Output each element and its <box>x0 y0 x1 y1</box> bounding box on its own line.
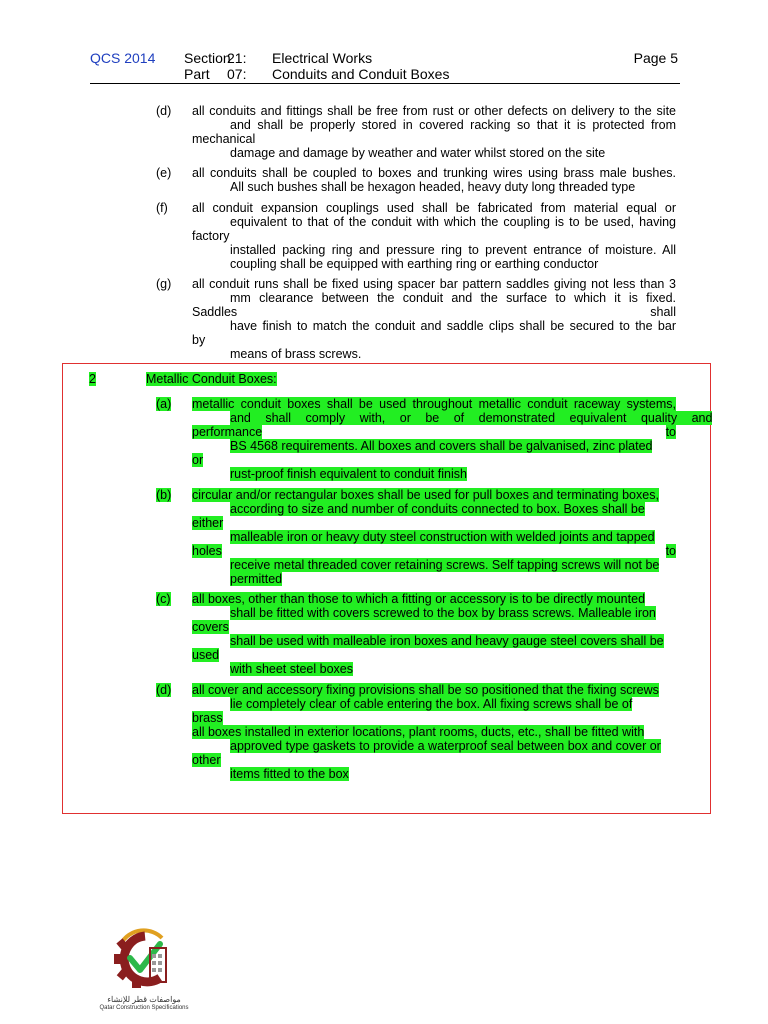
clause-line: permitted <box>230 572 283 586</box>
clause-line: all conduit expansion couplings used shall be fabricated from material equal or <box>192 201 676 215</box>
clause-line: either <box>192 516 224 530</box>
clause-line: performance <box>192 425 263 439</box>
section-title: Electrical Works <box>272 50 373 66</box>
page-number: Page 5 <box>633 50 678 66</box>
clause-line: mechanical <box>192 132 256 146</box>
header-rule <box>90 83 680 84</box>
clause-line: other <box>192 753 221 767</box>
clause-line: mm clearance between the conduit and the surface to which it is fixed. <box>230 291 676 305</box>
clause-line: receive metal threaded cover retaining screws. Self tapping screws will not be <box>230 558 660 572</box>
clause-line: according to size and number of conduits connected to box. Boxes shall be <box>230 502 645 516</box>
clause-marker: (d) <box>156 683 172 697</box>
clause-line: all conduit runs shall be fixed using spacer bar pattern saddles giving not less than 3 <box>192 277 676 291</box>
clause-line: to <box>665 425 676 439</box>
clause-line: All such bushes shall be hexagon headed, heavy duty long threaded type <box>230 180 636 194</box>
part-title: Conduits and Conduit Boxes <box>272 66 450 82</box>
clause-line: all boxes, other than those to which a fitting or accessory is to be directly mounted <box>192 592 646 606</box>
clause-line: Saddles <box>192 305 238 319</box>
clause-line: BS 4568 requirements. All boxes and covers shall be galvanised, zinc plated <box>230 439 653 453</box>
gear-check-icon <box>114 928 176 994</box>
clause-line: brass <box>192 711 223 725</box>
clause-line: all cover and accessory fixing provisions shall be so positioned that the fixing screws <box>192 683 659 697</box>
clause-line: equivalent to that of the conduit with which the coupling is to be used, having <box>230 215 676 229</box>
clause-marker: (e) <box>156 166 172 180</box>
clause-line: to <box>665 544 676 558</box>
clause-line: and shall comply with, or be of demonstrated equivalent quality and <box>230 411 713 425</box>
clause-marker: (c) <box>156 592 171 606</box>
clause-line: or <box>192 453 204 467</box>
clause-line: coupling shall be equipped with earthing ring or earthing conductor <box>230 257 599 271</box>
clause-line: rust-proof finish equivalent to conduit finish <box>230 467 467 481</box>
clause-line: all conduits and fittings shall be free from rust or other defects on delivery to the site <box>192 104 676 118</box>
clause-line: installed packing ring and pressure ring to prevent entrance of moisture. All <box>230 243 676 257</box>
logo-english-text: Qatar Construction Specifications <box>99 1005 189 1011</box>
section-2-title: Metallic Conduit Boxes: <box>146 372 277 386</box>
clause-line: covers <box>192 620 229 634</box>
clause-line: shall be used with malleable iron boxes and heavy gauge steel covers shall be <box>230 634 664 648</box>
clause-line: shall <box>650 305 676 319</box>
clause-line: have finish to match the conduit and saddle clips shall be secured to the bar <box>230 319 676 333</box>
section-label: Section <box>184 50 231 66</box>
clause-marker: (g) <box>156 277 172 291</box>
clause-line: all conduits shall be coupled to boxes and trunking wires using brass male bushes. <box>192 166 676 180</box>
clause-line: shall be fitted with covers screwed to the box by brass screws. Malleable iron <box>230 606 656 620</box>
clause-line: items fitted to the box <box>230 767 349 781</box>
clause-line: circular and/or rectangular boxes shall be used for pull boxes and terminating boxes, <box>192 488 659 502</box>
clause-marker: (d) <box>156 104 172 118</box>
document-code: QCS 2014 <box>90 50 156 66</box>
clause-line: used <box>192 648 220 662</box>
clause-marker: (f) <box>156 201 168 215</box>
clause-line: factory <box>192 229 230 243</box>
clause-line: holes <box>192 544 222 558</box>
logo-arabic-text: مواصفات قطر للإنشاء <box>107 995 181 1004</box>
clause-line: malleable iron or heavy duty steel construction with welded joints and tapped <box>230 530 655 544</box>
clause-line: lie completely clear of cable entering the box. All fixing screws shall be of <box>230 697 633 711</box>
clause-line: means of brass screws. <box>230 347 362 361</box>
clause-line: by <box>192 333 206 347</box>
clause-line: and shall be properly stored in covered racking so that it is protected from <box>230 118 676 132</box>
page-header <box>90 50 678 82</box>
part-label: Part <box>184 66 210 82</box>
clause-line: damage and damage by weather and water whilst stored on the site <box>230 146 606 160</box>
qcs-logo <box>96 928 192 1014</box>
part-number: 07: <box>227 66 247 82</box>
clause-line: approved type gaskets to provide a waterproof seal between box and cover or <box>230 739 661 753</box>
clause-marker: (b) <box>156 488 172 502</box>
clause-line: metallic conduit boxes shall be used throughout metallic conduit raceway systems, <box>192 397 676 411</box>
clause-marker: (a) <box>156 397 172 411</box>
clause-line: all boxes installed in exterior locations, plant rooms, ducts, etc., shall be fitted with <box>192 725 645 739</box>
clause-line: with sheet steel boxes <box>230 662 353 676</box>
section-number: 21: <box>227 50 247 66</box>
section-2-number: 2 <box>89 372 96 386</box>
